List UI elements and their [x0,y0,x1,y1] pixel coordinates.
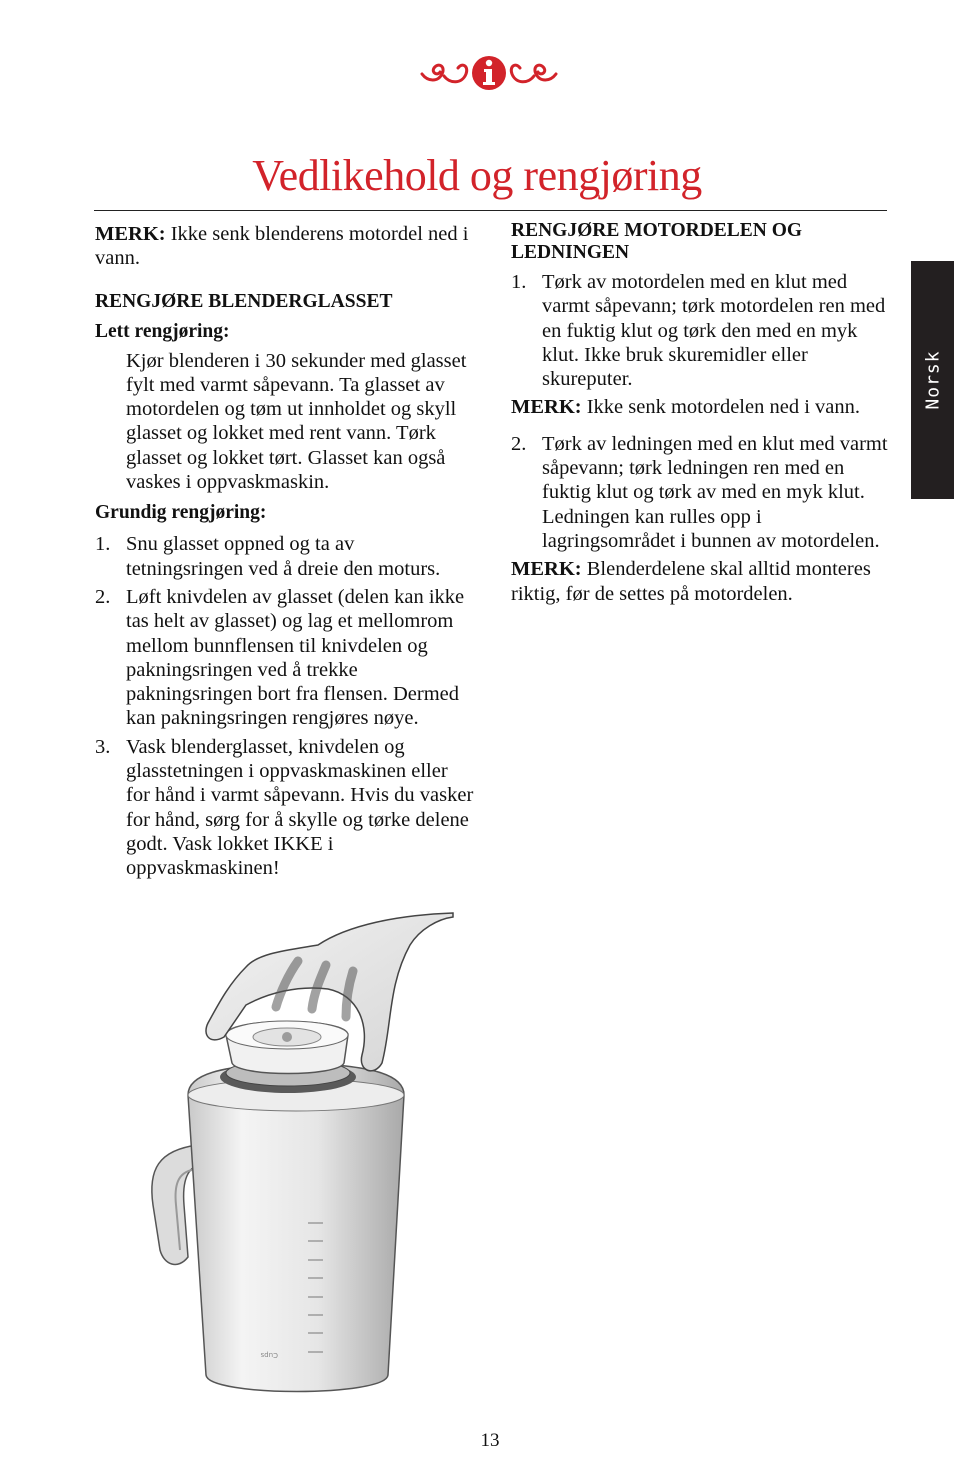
merk-text: Blenderdelene skal alltid monteres riktig, før de settes på motordelen. [511,558,871,605]
step-number: 2. [95,585,111,608]
section-heading-motor: RENGJØRE MOTORDELEN OG LEDNINGEN [511,220,803,263]
blender-jar-hand-illustration [148,905,458,1405]
motor-steps-list [511,270,891,391]
section-heading-jar: RENGJØRE BLENDERGLASSET [95,290,393,312]
scale-label: Cups [260,1351,278,1359]
merk-note-motor [511,395,891,419]
page-title: Vedlikehold og rengjøring [252,151,702,200]
list-item [95,532,475,581]
language-tab-label: Norsk [922,350,943,410]
list-item [511,432,891,553]
merk-text: Ikke senk blenderens motordel ned i vann. [95,223,469,270]
step-number: 3. [95,735,111,758]
merk-label: MERK: [511,396,582,419]
thorough-steps-list [95,532,475,880]
info-ornament-icon [414,52,564,94]
list-item [95,735,475,881]
thorough-cleaning-label: Grundig rengjøring: [95,502,267,524]
title-divider [94,210,887,211]
step-number: 1. [95,533,111,556]
list-item [95,585,475,731]
step-number: 1. [511,271,527,293]
step-text: Snu glasset oppned og ta av tetningsringen ved å dreie den moturs. [126,533,441,580]
light-cleaning-label: Lett rengjøring: [95,320,230,342]
step-number: 2. [511,432,527,455]
step-text: Tørk av ledningen med en klut med varmt såpevann; tørk ledningen ren med en fuktig klut og tørk av med en myk klut. Ledningen kan rulles opp i lagringsområdet i bunnen av motordelen. [542,432,888,552]
step-text: Løft knivdelen av glasset (delen kan ikke tas helt av glasset) og lag et mellomrom mellom bunnflensen til knivdelen og pakningsringen ved å trekke pakningsringen bort fra flensen. Dermed kan pakningsringen rengjøres nøye. [126,585,465,730]
language-tab [911,261,954,499]
left-column [95,222,475,885]
merk-text: Ikke senk motordelen ned i vann. [581,396,860,419]
step-text: Vask blenderglasset, knivdelen og glasstetningen i oppvaskmaskinen eller for hånd i varmt såpevann. Hvis du vasker for hånd, sørg for å skylle og tørke delene godt. Vask lokket IKKE i oppvaskmaskinen! [126,735,474,880]
right-column [511,220,891,606]
step-text: Tørk av motordelen med en klut med varmt såpevann; tørk motordelen ren med en fuktig klut og tørk den med en myk klut. Ikke bruk skuremidler eller skureputer. [542,271,886,391]
cord-steps-list [511,432,891,553]
page-number: 13 [480,1430,500,1451]
list-item [511,270,891,391]
merk-label: MERK: [511,558,582,581]
light-cleaning-text: Kjør blenderen i 30 sekunder med glasset fylt med varmt såpevann. Ta glasset av motordelen og tøm ut innholdet og skyll glasset og lokket med rent vann. Tørk glasset og lokket tørt. Glasset kan også vaskes i oppvaskmaskin. [126,349,467,494]
merk-label: MERK: [95,223,166,245]
merk-note [95,222,475,271]
merk-note-assembly [511,557,891,606]
